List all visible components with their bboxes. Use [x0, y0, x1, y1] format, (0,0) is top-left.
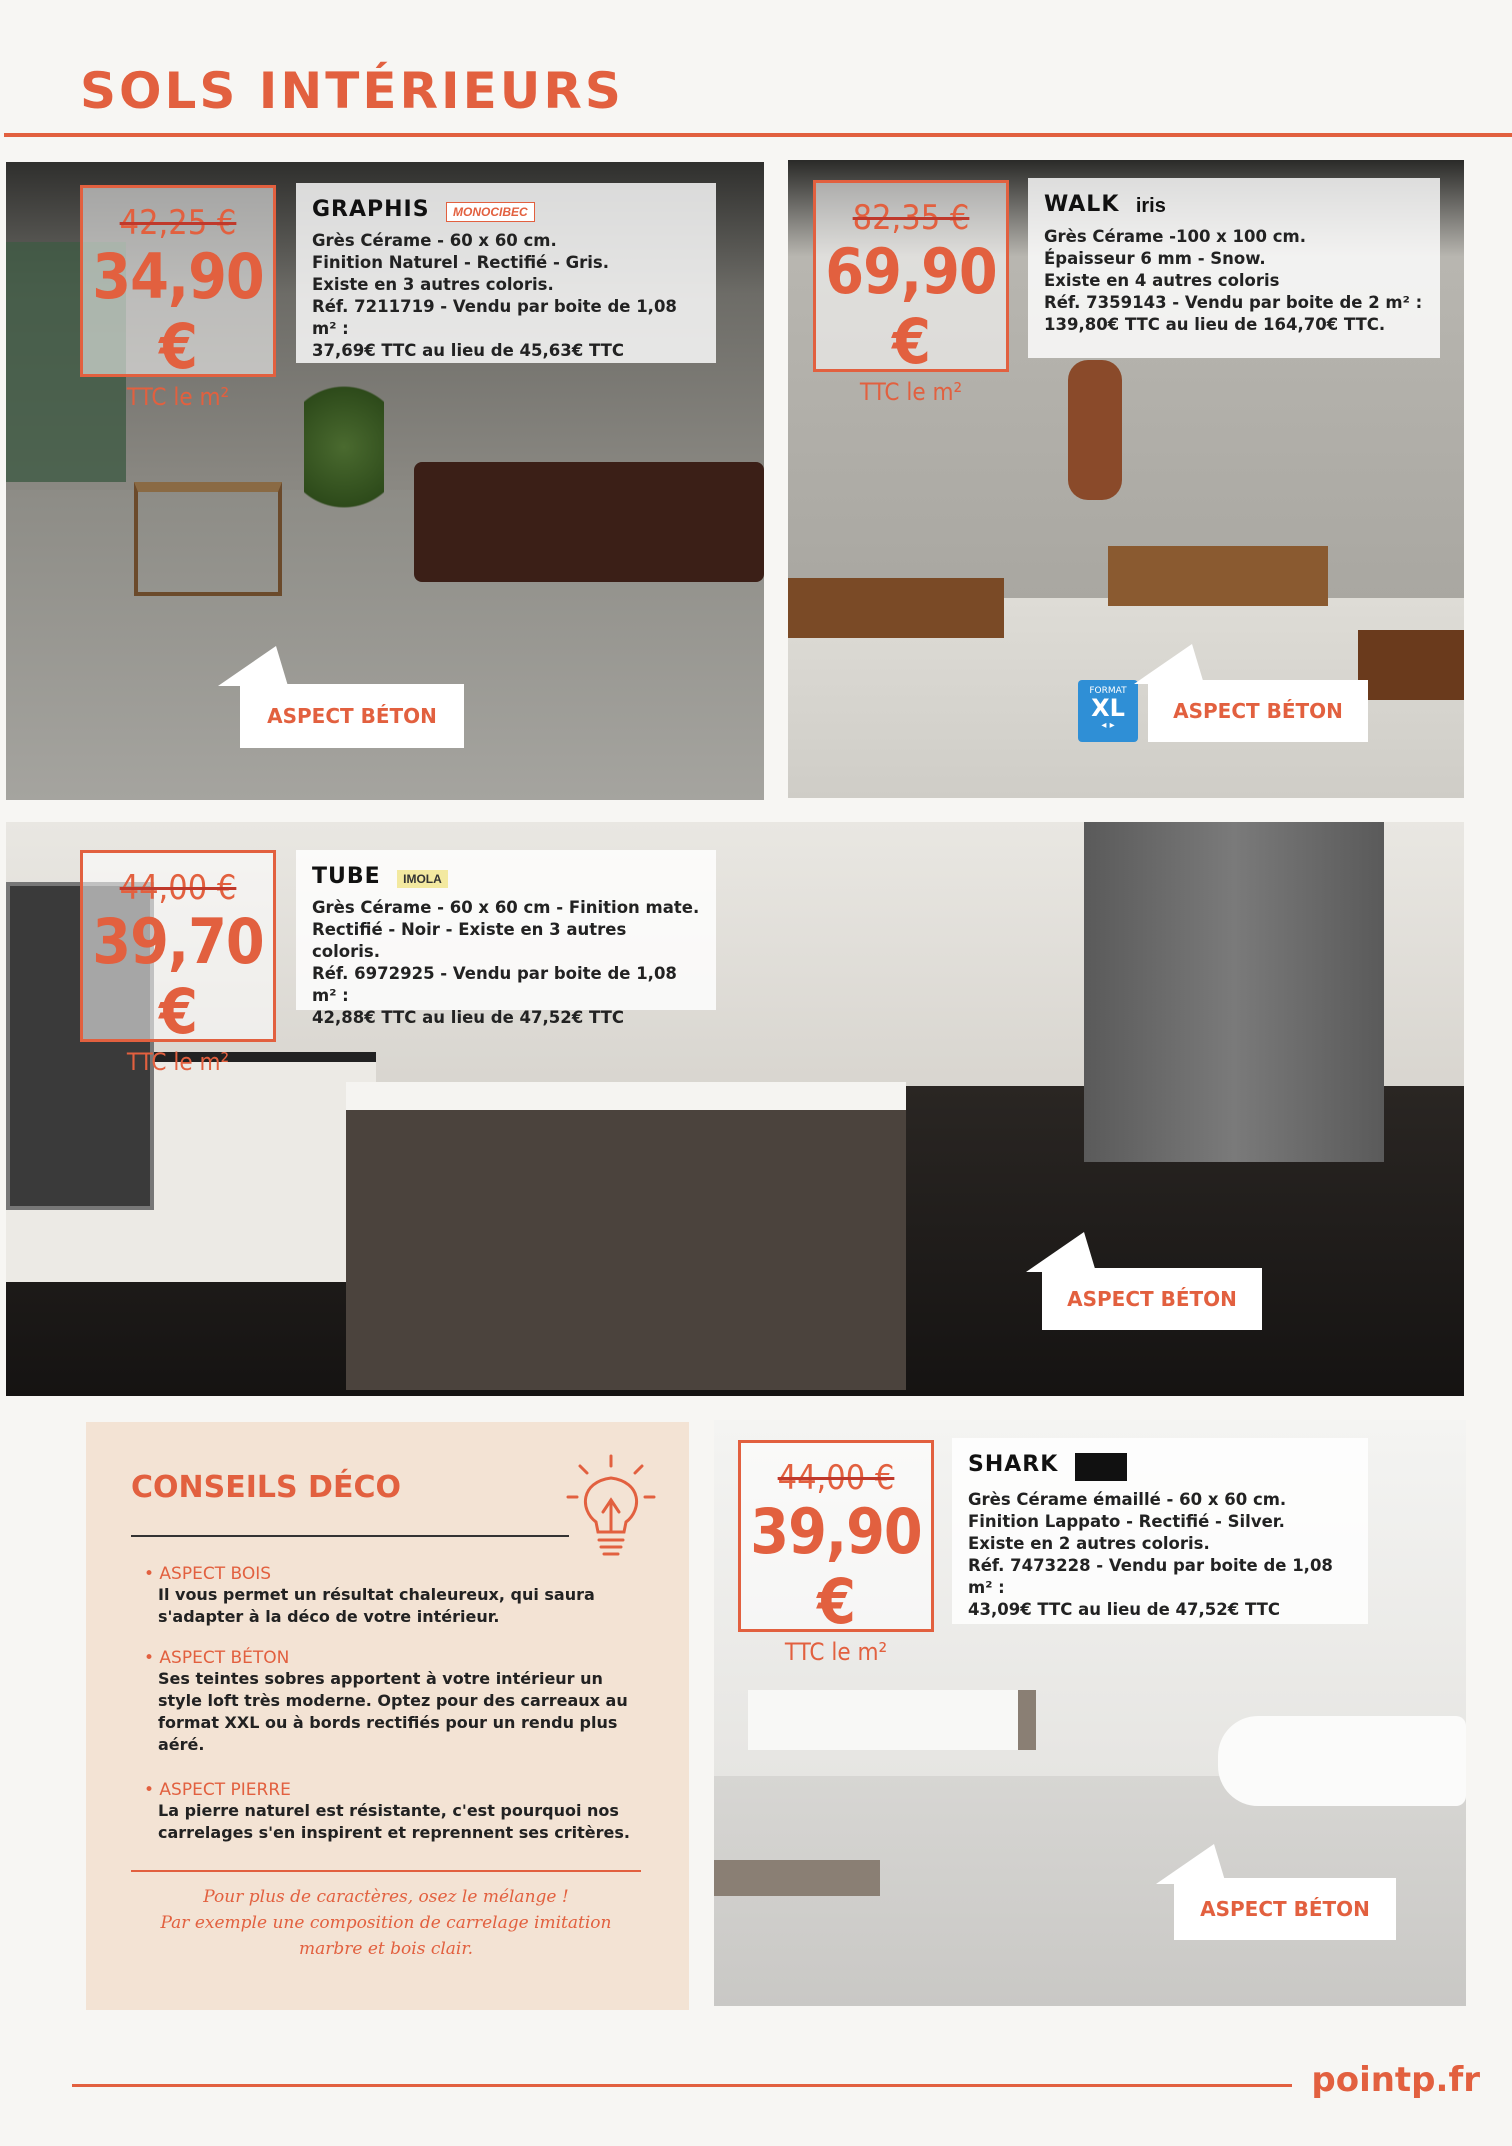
- tip-heading: • ASPECT BOIS: [144, 1564, 272, 1584]
- info-box-tube: [296, 850, 716, 1027]
- detail-line: Réf. 7211719 - Vendu par boite de 1,08 m² :: [312, 297, 677, 338]
- shelf-image: [714, 1860, 880, 1896]
- price-unit: TTC le m²: [784, 1638, 888, 1666]
- price-unit: TTC le m²: [859, 378, 963, 406]
- price-box-tube: [80, 850, 276, 1076]
- detail-line: Réf. 7473228 - Vendu par boite de 1,08 m² :: [968, 1555, 1333, 1597]
- new-price: 39,70 €: [92, 905, 264, 1048]
- detail-line: Existe en 4 autres coloris: [1044, 271, 1280, 291]
- vanity-image: [748, 1690, 1036, 1750]
- tip-body: Ses teintes sobres apportent à votre intérieur un style loft très moderne. Optez pour des carreaux au format XXL ou à bords rectifiés pour un rendu plus aéré.: [158, 1669, 628, 1754]
- old-price: 42,25 €: [119, 203, 237, 243]
- page-title: SOLS INTÉRIEURS: [80, 62, 624, 120]
- bathtub-image: [1218, 1716, 1466, 1806]
- detail-line: Finition Lappato - Rectifié - Silver.: [968, 1511, 1285, 1531]
- product-details: [1044, 226, 1424, 336]
- note-line: Pour plus de caractères, osez le mélange !: [203, 1887, 569, 1907]
- detail-line: 42,88€ TTC au lieu de 47,52€ TTC: [312, 1008, 624, 1027]
- info-box-walk: [1028, 178, 1440, 358]
- detail-line: Grès Cérame -100 x 100 cm.: [1044, 227, 1306, 247]
- header-divider: [4, 133, 1512, 137]
- conseils-title: CONSEILS DÉCO: [131, 1470, 401, 1505]
- detail-line: Existe en 2 autres coloris.: [968, 1533, 1210, 1553]
- fridge-image: [1084, 822, 1384, 1162]
- chair-image: [134, 482, 282, 596]
- detail-line: 139,80€ TTC au lieu de 164,70€ TTC.: [1044, 315, 1386, 335]
- tip-aspect-beton: [144, 1648, 644, 1756]
- island-image: [346, 1082, 906, 1390]
- badge-caption: FORMAT: [1089, 686, 1127, 696]
- aspect-label-tube: ASPECT BÉTON: [1042, 1268, 1262, 1330]
- arrow-icon: ◂ ▸: [1101, 720, 1115, 731]
- brand-logo: iris: [1135, 195, 1166, 218]
- aspect-label-shark: ASPECT BÉTON: [1174, 1878, 1396, 1940]
- bench-image: [788, 578, 1004, 638]
- badge-text: XL: [1091, 694, 1125, 722]
- new-price: 34,90 €: [92, 240, 264, 383]
- tip-heading: • ASPECT BÉTON: [144, 1648, 290, 1668]
- aspect-label-graphis: ASPECT BÉTON: [240, 684, 464, 748]
- format-xl-badge: [1078, 680, 1138, 742]
- old-price: 44,00 €: [777, 1458, 895, 1498]
- price-unit: TTC le m²: [126, 1048, 230, 1076]
- detail-line: Réf. 7359143 - Vendu par boite de 2 m² :: [1044, 293, 1423, 313]
- info-box-shark: [952, 1438, 1368, 1624]
- note-line: Par exemple une composition de carrelage imitation: [160, 1913, 612, 1933]
- product-details: [968, 1489, 1352, 1621]
- conseils-deco-panel: [86, 1422, 689, 2010]
- detail-line: Existe en 3 autres coloris.: [312, 275, 554, 294]
- product-name: TUBE: [312, 864, 381, 889]
- new-price: 39,90 €: [750, 1495, 922, 1638]
- detail-line: 37,69€ TTC au lieu de 45,63€ TTC: [312, 341, 624, 360]
- detail-line: Grès Cérame - 60 x 60 cm.: [312, 231, 557, 250]
- detail-line: Réf. 6972925 - Vendu par boite de 1,08 m² :: [312, 964, 677, 1005]
- tip-aspect-bois: [144, 1564, 644, 1628]
- sofa-image: [414, 462, 764, 582]
- detail-line: Épaisseur 6 mm - Snow.: [1044, 249, 1266, 269]
- old-price: 82,35 €: [852, 198, 970, 238]
- tip-body: La pierre naturel est résistante, c'est pourquoi nos carrelages s'en inspirent et reprennent ses critères.: [158, 1801, 630, 1842]
- detail-line: 43,09€ TTC au lieu de 47,52€ TTC: [968, 1599, 1280, 1619]
- footer-divider: [72, 2084, 1292, 2087]
- punching-bag-image: [1068, 360, 1122, 500]
- brand-logo: IMOLA: [397, 870, 448, 888]
- price-box-graphis: [80, 185, 276, 411]
- bench-image-2: [1108, 546, 1328, 606]
- note-line: marbre et bois clair.: [298, 1939, 474, 1959]
- lightbulb-icon: [566, 1452, 656, 1562]
- conseils-note-divider: [131, 1870, 641, 1872]
- footer-link[interactable]: pointp.fr: [1311, 2060, 1480, 2100]
- detail-line: Finition Naturel - Rectifié - Gris.: [312, 253, 609, 272]
- price-unit: TTC le m²: [126, 383, 230, 411]
- price-box-shark: [738, 1440, 934, 1666]
- product-name: SHARK: [968, 1452, 1059, 1477]
- tip-aspect-pierre: [144, 1780, 644, 1844]
- new-price: 69,90 €: [825, 235, 997, 378]
- detail-line: Grès Cérame - 60 x 60 cm - Finition mate.: [312, 898, 700, 917]
- product-details: [312, 230, 700, 362]
- product-details: [312, 897, 700, 1029]
- plant-image: [304, 372, 384, 522]
- info-box-graphis: [296, 183, 716, 363]
- tip-heading: • ASPECT PIERRE: [144, 1780, 291, 1800]
- product-name: WALK: [1044, 192, 1120, 217]
- price-box-walk: [813, 180, 1009, 406]
- detail-line: Grès Cérame émaillé - 60 x 60 cm.: [968, 1489, 1287, 1509]
- conseils-title-divider: [131, 1535, 569, 1537]
- old-price: 44,00 €: [119, 868, 237, 908]
- aspect-label-walk: ASPECT BÉTON: [1148, 680, 1368, 742]
- conseils-note: [116, 1884, 656, 1962]
- product-name: GRAPHIS: [312, 197, 430, 222]
- brand-logo: [1075, 1453, 1127, 1481]
- detail-line: Rectifié - Noir - Existe en 3 autres coloris.: [312, 920, 627, 961]
- shelf-image: [1358, 630, 1464, 700]
- brand-logo: MONOCIBEC: [446, 202, 535, 222]
- tip-body: Il vous permet un résultat chaleureux, qui saura s'adapter à la déco de votre intérieur.: [158, 1585, 595, 1626]
